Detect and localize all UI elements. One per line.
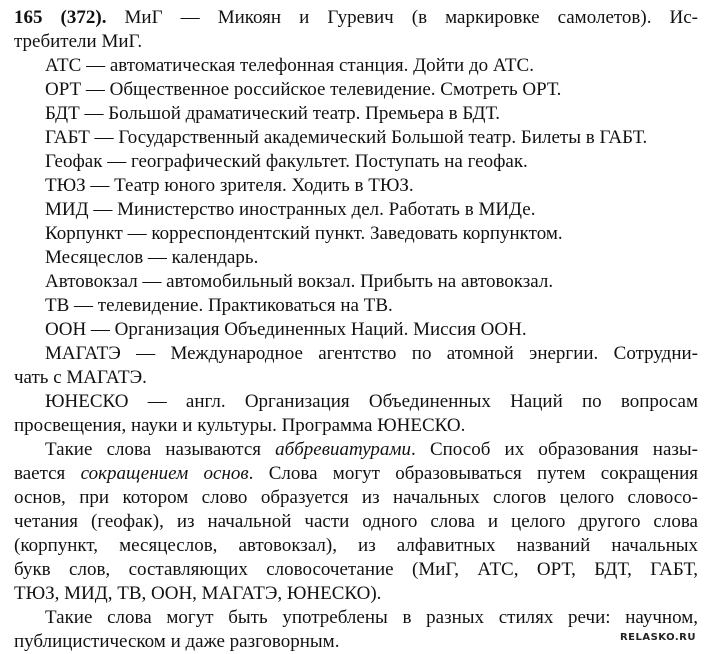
magate-line-2: чать с МАГАТЭ. <box>14 367 147 388</box>
document-page <box>14 6 698 654</box>
unesco-line-2: просвещения, науки и культуры. Программа ЮНЕСКО. <box>14 415 466 436</box>
term-stem-shortening: сокращением основ <box>80 463 249 484</box>
exercise-first-line-cont: требители МиГ. <box>14 31 143 52</box>
unesco-line-1: ЮНЕСКО — англ. Организация Объединенных Наций по вопросам <box>45 391 698 412</box>
exercise-number: 165 (372). <box>14 7 107 28</box>
entry-line: Геофак — географический факультет. Поступать на геофак. <box>45 151 528 172</box>
paragraph1-line-1 <box>14 438 698 462</box>
entry-line: ОРТ — Общественное российское телевидение. Смотреть ОРТ. <box>45 79 562 100</box>
paragraph1-line-4: четания (геофак), из начальной части одного слова и целого другого слова <box>14 511 698 532</box>
paragraph1-line-6: букв слов, составляющих словосочетание (МиГ, АТС, ОРТ, БДТ, ГАБТ, <box>14 559 698 580</box>
paragraph1-line-2 <box>14 462 698 486</box>
paragraph1-line-5: (корпункт, месяцеслов, автовокзал), из алфавитных названий начальных <box>14 535 698 556</box>
entry-line: ООН — Организация Объединенных Наций. Миссия ООН. <box>45 319 527 340</box>
exercise-first-line <box>14 6 698 30</box>
entry-line: БДТ — Большой драматический театр. Премьера в БДТ. <box>45 103 500 124</box>
entry-line: АТС — автоматическая телефонная станция. Дойти до АТС. <box>45 55 534 76</box>
term-abbreviations: аббревиатурами <box>275 439 412 460</box>
entry-line: Автовокзал — автомобильный вокзал. Прибыть на автовокзал. <box>45 271 554 292</box>
entry-line: Корпункт — корреспондентский пункт. Заведовать корпунктом. <box>45 223 563 244</box>
paragraph2-line-1: Такие слова могут быть употреблены в разных стилях речи: научном, <box>45 607 698 628</box>
entry-line: МИД — Министерство иностранных дел. Работать в МИДе. <box>45 199 536 220</box>
paragraph1-text: Такие слова называются <box>45 439 276 460</box>
paragraph1-text: . Слова могут образовываться путем сокращения <box>248 463 699 484</box>
entry-line: ГАБТ — Государственный академический Большой театр. Билеты в ГАБТ. <box>45 127 648 148</box>
exercise-first-line-text: МиГ — Микоян и Гуревич (в маркировке самолетов). Ис- <box>124 7 699 28</box>
entry-line: ТВ — телевидение. Практиковаться на ТВ. <box>45 295 393 316</box>
watermark: RELASKO.RU <box>619 632 696 643</box>
paragraph1-line-7: ТЮЗ, МИД, ТВ, ООН, МАГАТЭ, ЮНЕСКО). <box>14 583 382 604</box>
magate-line-1: МАГАТЭ — Международное агентство по атомной энергии. Сотрудни- <box>45 343 698 364</box>
paragraph1-text: . Способ их образования назы- <box>411 439 698 460</box>
entry-line: Месяцеслов — календарь. <box>45 247 259 268</box>
paragraph1-line-3: основ, при котором слово образуется из начальных слогов целого словосо- <box>14 487 698 508</box>
paragraph2-line-2: публицистическом и даже разговорным. <box>14 631 340 652</box>
entry-line: ТЮЗ — Театр юного зрителя. Ходить в ТЮЗ. <box>45 175 414 196</box>
paragraph1-text: вается <box>14 463 81 484</box>
